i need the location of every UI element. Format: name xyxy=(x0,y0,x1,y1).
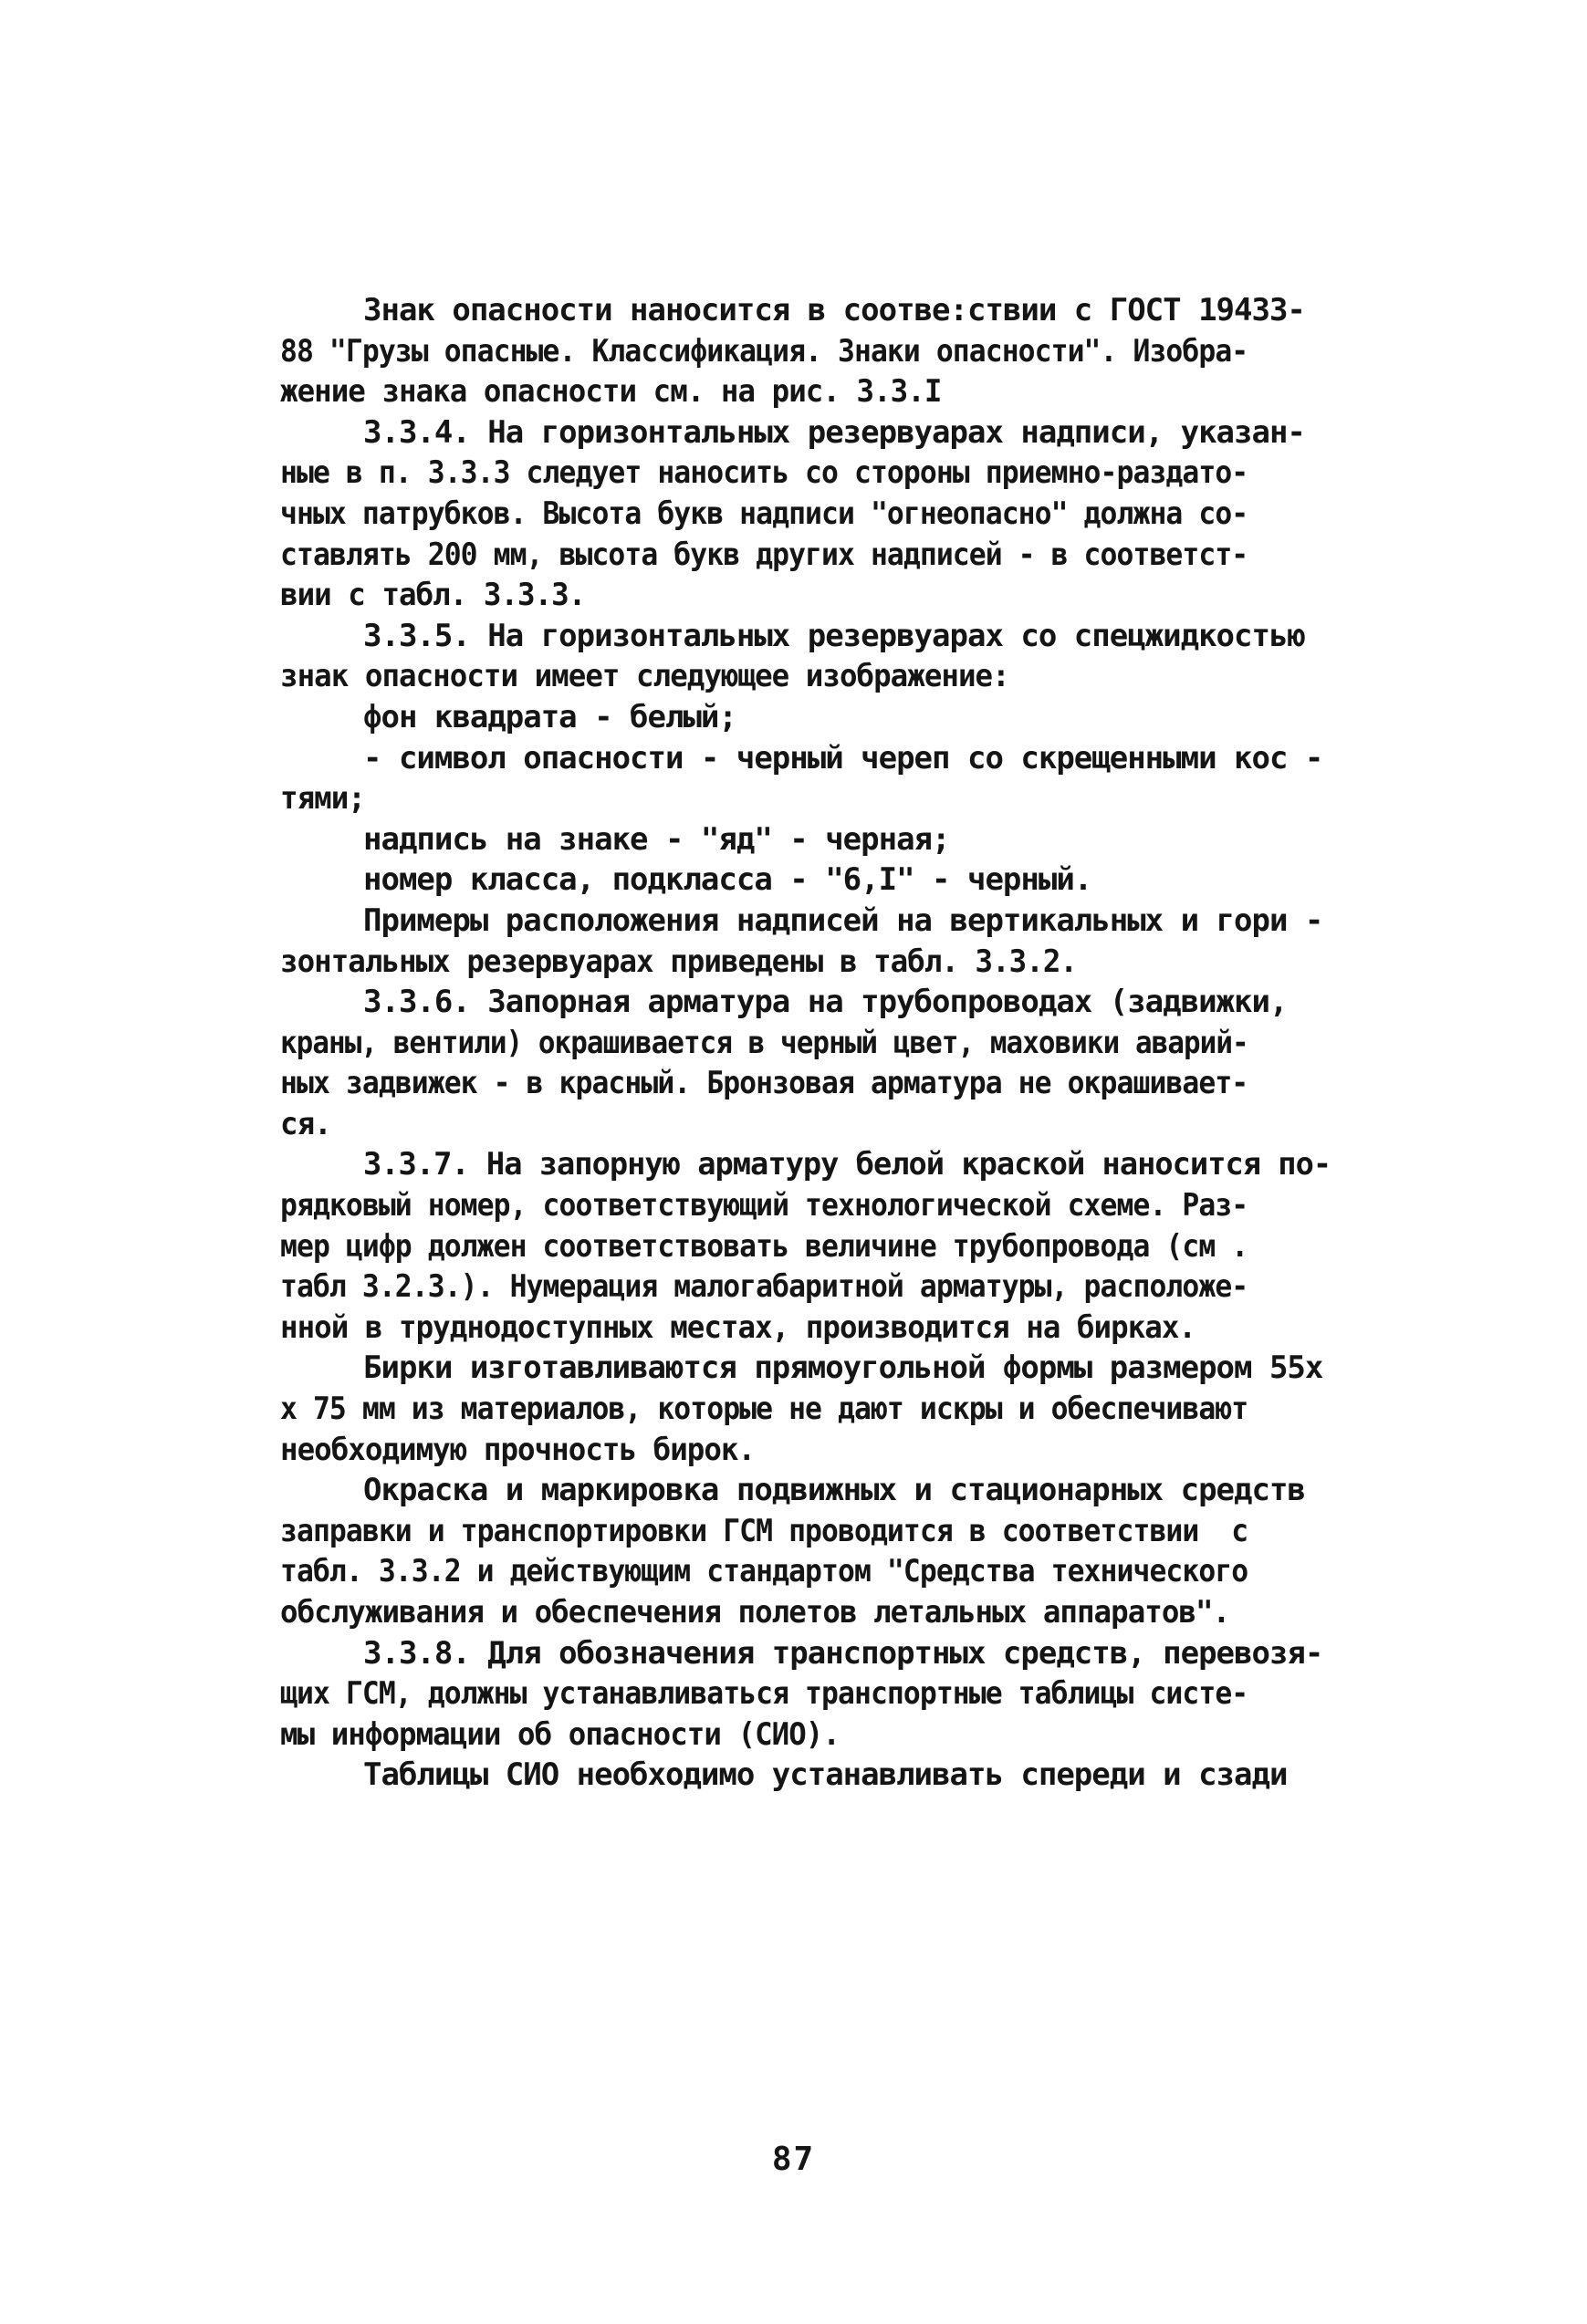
text-line: обслуживания и обеспечения полетов летальных аппаратов". xyxy=(280,1594,1230,1631)
text-line: 88 "Грузы опасные. Классификация. Знаки опасности". Изобра- xyxy=(280,332,1248,370)
text-line: 3.3.8. Для обозначения транспортных средств, перевозя- xyxy=(363,1634,1323,1672)
text-line: краны, вентили) окрашивается в черный цвет, маховики аварий- xyxy=(280,1024,1248,1061)
text-line: чных патрубков. Высота букв надписи "огнеопасно" должна со- xyxy=(280,495,1248,532)
text-line: - символ опасности - черный череп со скрещенными кос - xyxy=(363,739,1323,776)
text-line: вии с табл. 3.3.3. xyxy=(280,577,586,614)
text-line: надпись на знаке - "яд" - черная; xyxy=(363,820,950,858)
text-line: 3.3.7. На запорную арматуру белой краской наносится по- xyxy=(363,1146,1331,1183)
text-line: Бирки изготавливаются прямоугольной формы размером 55х xyxy=(363,1350,1323,1387)
text-line: зонтальных резервуарах приведены в табл. 3.3.2. xyxy=(280,943,1077,980)
text-line: тями; xyxy=(280,780,365,818)
text-line: жение знака опасности см. на рис. 3.3.I xyxy=(280,373,942,411)
page-number: 87 xyxy=(771,2141,816,2178)
text-line: Примеры расположения надписей на вертикальных и гори - xyxy=(363,901,1323,939)
text-line: табл. 3.3.2 и действующим стандартом "Средства технического xyxy=(280,1553,1248,1590)
text-line: щих ГСМ, должны устанавливаться транспортные таблицы систе- xyxy=(280,1675,1248,1713)
text-line: номер класса, подкласса - "6,I" - черный. xyxy=(363,861,1092,899)
text-line: табл 3.2.3.). Нумерация малогабаритной арматуры, расположе- xyxy=(280,1268,1248,1306)
text-line: заправки и транспортировки ГСМ проводится в соответствии с xyxy=(280,1512,1248,1549)
text-line: Окраска и маркировка подвижных и стационарных средств xyxy=(363,1472,1305,1509)
text-line: ся. xyxy=(280,1105,331,1142)
text-line: знак опасности имеет следующее изображение: xyxy=(280,658,1009,695)
text-line: 3.3.5. На горизонтальных резервуарах со спецжидкостью xyxy=(363,617,1305,654)
text-line: нной в труднодоступных местах, производится на бирках. xyxy=(280,1308,1196,1346)
page-body xyxy=(280,290,1331,1796)
text-line: Таблицы СИО необходимо устанавливать спереди и сзади xyxy=(363,1756,1288,1794)
text-line: рядковый номер, соответствующий технологической схеме. Раз- xyxy=(280,1187,1248,1225)
text-line: ставлять 200 мм, высота букв других надписей - в соответст- xyxy=(280,536,1248,573)
text-line: х 75 мм из материалов, которые не дают искры и обеспечивают xyxy=(280,1391,1248,1428)
text-line: мер цифр должен соответствовать величине трубопровода (см . xyxy=(280,1227,1248,1265)
text-line: Знак опасности наносится в соотве:ствии с ГОСТ 19433- xyxy=(363,292,1305,328)
text-line: необходимую прочность бирок. xyxy=(280,1431,756,1468)
text-line: 3.3.4. На горизонтальных резервуарах надписи, указан- xyxy=(363,413,1305,451)
text-line: фон квадрата - белый; xyxy=(363,698,736,735)
text-line: ные в п. 3.3.3 следует наносить со стороны приемно-раздато- xyxy=(280,454,1248,492)
text-line: ных задвижек - в красный. Бронзовая арматура не окрашивает- xyxy=(280,1065,1248,1102)
text-line: 3.3.6. Запорная арматура на трубопроводах (задвижки, xyxy=(363,984,1288,1021)
text-line: мы информации об опасности (СИО). xyxy=(280,1715,840,1753)
